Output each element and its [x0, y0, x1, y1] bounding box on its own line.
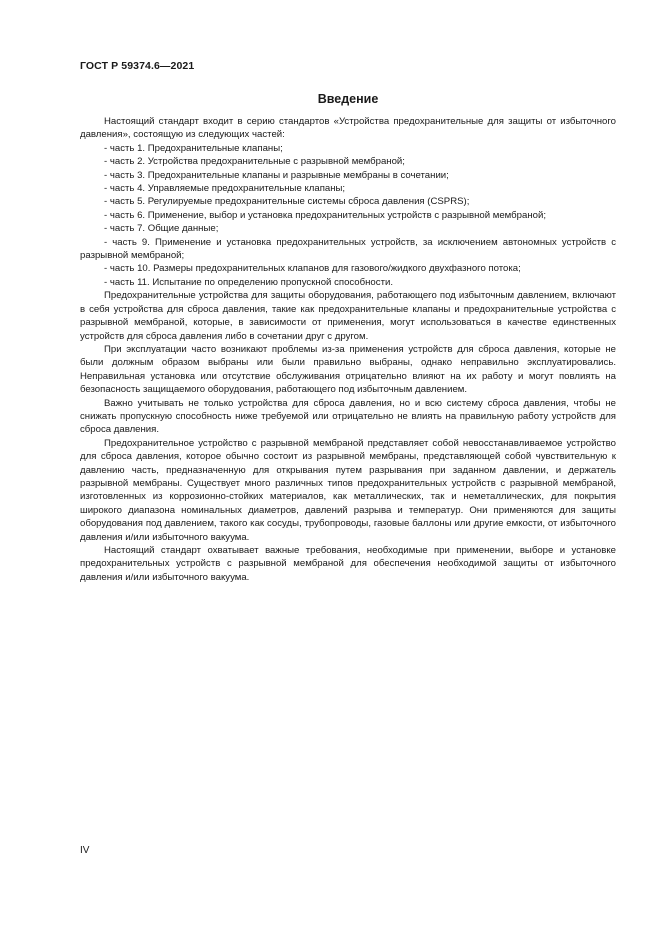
list-item: - часть 11. Испытание по определению пропускной способности. — [80, 276, 616, 289]
list-item: - часть 2. Устройства предохранительные с разрывной мембраной; — [80, 155, 616, 168]
body-paragraph: Предохранительные устройства для защиты оборудования, работающего под избыточным давлением, включают в себя устройства для сброса давления, такие как предохранительные клапаны и предохранительные устройства с разрывной мембраной, которые, в зависимости от применения, могут использоваться в качестве единственных устройств для сброса давления либо в сочетании друг с другом. — [80, 290, 616, 342]
body-text — [80, 115, 616, 584]
body-paragraph: Важно учитывать не только устройства для сброса давления, но и всю систему сброса давления, чтобы не снижать пропускную способность ниже требуемой или отрицательно не влиять на правильную работу устройств для сброса давления. — [80, 397, 616, 436]
list-item: - часть 9. Применение и установка предохранительных устройств, за исключением автономных устройств с разрывной мембраной; — [80, 236, 616, 263]
list-item: - часть 4. Управляемые предохранительные клапаны; — [80, 182, 616, 195]
page-number: IV — [80, 845, 90, 856]
body-paragraph: Предохранительное устройство с разрывной мембраной представляет собой невосстанавливаемое устройство для сброса давления, которое обычно состоит из разрывной мембраны, представляющей собой чувствительную к давлению часть, предназначенную для открывания путем разрывания при заданном давлении, и держатель разрывной мембраны. Существует много различных типов предохранительных устройств с разрывной мембраной, изготовленных из коррозионно-стойких материалов, как металлических, так и неметаллических, для покрытия широкого диапазона номинальных диаметров, давлений разрыва и температур. Они применяются для защиты оборудования под давлением, такого как сосуды, трубопроводы, газовые баллоны или другие емкости, от избыточного давления и/или избыточного вакуума. — [80, 437, 616, 543]
body-paragraph: При эксплуатации часто возникают проблемы из-за применения устройств для сброса давления, которые не были должным образом выбраны или были правильно выбраны, однако неправильно эксплуатировались. Неправильная установка или отсутствие обслуживания отрицательно влияют на их работу и могут повлиять на безопасность защищаемого оборудования, работающего под избыточным давлением. — [80, 343, 616, 396]
list-item: - часть 5. Регулируемые предохранительные системы сброса давления (CSPRS); — [80, 195, 616, 208]
body-paragraph: Настоящий стандарт охватывает важные требования, необходимые при применении, выборе и установке предохранительных устройств с разрывной мембраной для обеспечения необходимой защиты от избыточного давления и/или избыточного вакуума. — [80, 545, 616, 583]
standard-code: ГОСТ Р 59374.6—2021 — [80, 60, 195, 72]
list-item: - часть 6. Применение, выбор и установка предохранительных устройств с разрывной мембраной; — [80, 209, 616, 222]
list-item: - часть 7. Общие данные; — [80, 222, 616, 235]
parts-list — [80, 142, 616, 289]
section-title: Введение — [317, 92, 379, 106]
list-item: - часть 10. Размеры предохранительных клапанов для газового/жидкого двухфазного потока; — [80, 262, 616, 275]
list-item: - часть 1. Предохранительные клапаны; — [80, 142, 616, 155]
list-item: - часть 3. Предохранительные клапаны и разрывные мембраны в сочетании; — [80, 169, 616, 182]
intro-paragraph: Настоящий стандарт входит в серию стандартов «Устройства предохранительные для защиты от избыточного давления», состоящую из следующих частей: — [80, 116, 616, 141]
